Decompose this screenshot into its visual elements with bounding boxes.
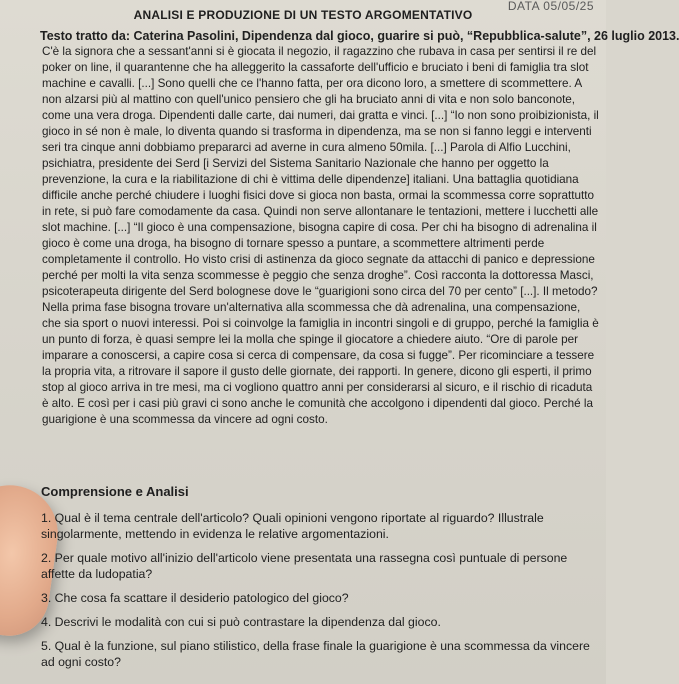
- source-line: Testo tratto da: Caterina Pasolini, Dipendenza dal gioco, guarire si può, “Repubblica-salute”, 26 luglio 2013.: [40, 29, 679, 43]
- comprehension-title: Comprensione e Analisi: [41, 484, 189, 499]
- question-4: 4. Descrivi le modalità con cui si può contrastare la dipendenza dal gioco.: [41, 615, 441, 629]
- question-5: 5. Qual è la funzione, sul piano stilistico, della frase finale la guarigione è una scommessa da vincere ad ogni costo?: [41, 639, 590, 669]
- question-1: 1. Qual è il tema centrale dell'articolo? Quali opinioni vengono riportate al riguardo? Illustrale singolarmente, mettendo in evidenza le relative argomentazioni.: [41, 511, 544, 541]
- article-text: C'è la signora che a sessant'anni si è giocata il negozio, il ragazzino che rubava in casa per sentirsi il re del poker on line, il quarantenne che ha alleggerito la cassaforte dell'ufficio e bruciato i beni di famiglia tra slot machine e cavalli. [...] Sono quelli che ce l'hanno fatta, per ora dicono loro, a smettere di scommettere. A non alzarsi più al mattino con quell'unico pensiero che gli ha bruciato anni di vita e non solo banconote, come una vera droga. Dipendenti dalle carte, dai numeri, dai gratta e vinci. [...] “Io non sono proibizionista, il gioco in sé non è male, lo diventa quando si trasforma in dipendenza, ma se non si fanno leggi e interventi seri tra cinque anni dobbiamo prepararci ad averne in cura almeno 50mila. [...] Parola di Alfio Lucchini, psichiatra, presidente dei Serd [i Servizi del Sistema Sanitario Nazionale che hanno per oggetto la prevenzione, la cura e la riabilitazione di chi è vittima delle dipendenze] italiani. Una battaglia quotidiana difficile anche perché chiudere i luoghi fisici dove si gioca non basta, ormai la scommessa corre soprattutto in rete, si può fare comodamente da casa. Quindi non serve allontanare le tentazioni, mettere i lucchetti alle slot machine. [...] “Il gioco è una compensazione, bisogna capire di cosa. Per chi ha bisogno di adrenalina il gioco è come una droga, ha bisogno di tornare spesso a puntare, a scommettere altrimenti perde completamente il controllo. Ho visto crisi di astinenza da gioco segnate da attacchi di panico e depressione perché per molti la vita senza scommesse è peggio che senza droghe”. Così racconta la dottoressa Masci, psicoterapeuta dirigente del Serd bolognese dove le “guarigioni sono circa del 70 per cento” [...]. Il metodo? Nella prima fase bisogna trovare un'alternativa alla scommessa che dà adrenalina, una compensazione, che sia sport o nuovi interessi. Poi si coinvolge la famiglia in incontri singoli e di gruppo, perché la famiglia è un punto di forza, è quasi sempre lei la molla che spinge il giocatore a chiedere aiuto. “Ore di parole per imparare a conoscersi, a capire cosa si cerca di compensare, da cosa si fugge”. Per ricominciare a tessere la propria vita, a ritrovare il sapore il gusto delle giornate, dei rapporti. In genere, dicono gli esperti, il primo stop al gioco arriva in tre mesi, ma ci vogliono quattro anni per considerarsi al sicuro, e il rischio di ricaduta è alto. E così per i casi più gravi ci sono anche le comunità che accolgono i dipendenti dal gioco. Perché la guarigione è una scommessa da vincere ad ogni costo.: [42, 45, 599, 426]
- article-body: [42, 44, 599, 428]
- page-title: ANALISI E PRODUZIONE DI UN TESTO ARGOMENTATIVO: [133, 8, 473, 22]
- question-3: 3. Che cosa fa scattare il desiderio patologico del gioco?: [41, 591, 349, 605]
- questions-list: [41, 510, 596, 678]
- date-stamp: DATA 05/05/25: [507, 0, 594, 13]
- question-2: 2. Per quale motivo all'inizio dell'articolo viene presentata una rassegna così puntuale di persone affette da ludopatia?: [41, 551, 568, 581]
